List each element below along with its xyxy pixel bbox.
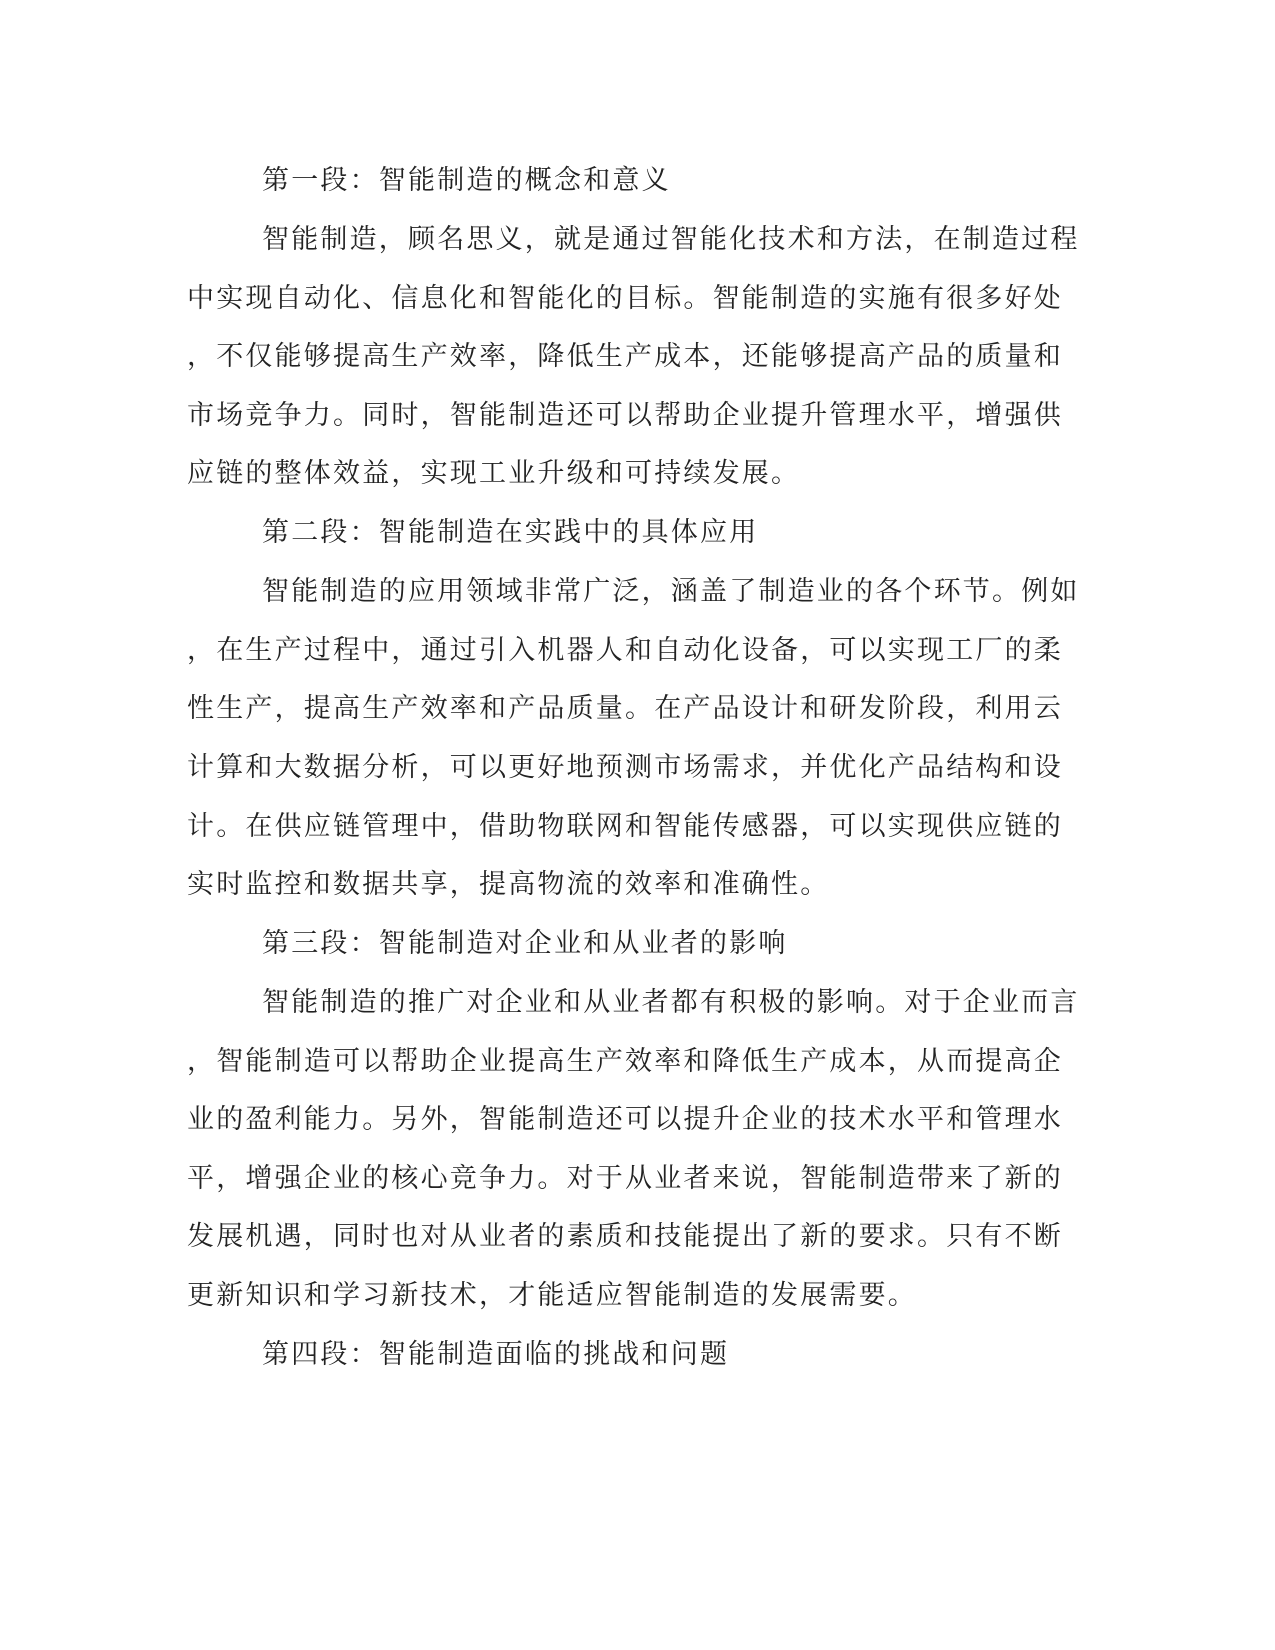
section-heading: 第三段：智能制造对企业和从业者的影响 — [262, 928, 788, 959]
paragraph-line: 发展机遇，同时也对从业者的素质和技能提出了新的要求。只有不断 — [187, 1221, 1063, 1252]
paragraph-line: 智能制造，顾名思义，就是通过智能化技术和方法，在制造过程 — [262, 224, 1080, 255]
paragraph-line: 应链的整体效益，实现工业升级和可持续发展。 — [187, 458, 801, 489]
paragraph-line: 市场竞争力。同时，智能制造还可以帮助企业提升管理水平，增强供 — [187, 400, 1063, 431]
section-heading: 第一段：智能制造的概念和意义 — [262, 165, 671, 196]
paragraph-line: ，智能制造可以帮助企业提高生产效率和降低生产成本，从而提高企 — [187, 1046, 1063, 1077]
section-heading: 第二段：智能制造在实践中的具体应用 — [262, 517, 759, 548]
paragraph-line: 平，增强企业的核心竞争力。对于从业者来说，智能制造带来了新的 — [187, 1163, 1063, 1194]
paragraph-line: 更新知识和学习新技术，才能适应智能制造的发展需要。 — [187, 1280, 917, 1311]
paragraph-line: 计算和大数据分析，可以更好地预测市场需求，并优化产品结构和设 — [187, 752, 1063, 783]
paragraph-line: 性生产，提高生产效率和产品质量。在产品设计和研发阶段，利用云 — [187, 693, 1063, 724]
paragraph-line: 计。在供应链管理中，借助物联网和智能传感器，可以实现供应链的 — [187, 811, 1063, 842]
paragraph-line: ，在生产过程中，通过引入机器人和自动化设备，可以实现工厂的柔 — [187, 635, 1063, 666]
paragraph-line: 智能制造的应用领域非常广泛，涵盖了制造业的各个环节。例如 — [262, 576, 1080, 607]
paragraph-line: 实时监控和数据共享，提高物流的效率和准确性。 — [187, 869, 830, 900]
paragraph-line: ，不仅能够提高生产效率，降低生产成本，还能够提高产品的质量和 — [187, 341, 1063, 372]
paragraph-line: 业的盈利能力。另外，智能制造还可以提升企业的技术水平和管理水 — [187, 1104, 1063, 1135]
section-heading: 第四段：智能制造面临的挑战和问题 — [262, 1339, 730, 1370]
paragraph-line: 智能制造的推广对企业和从业者都有积极的影响。对于企业而言 — [262, 987, 1080, 1018]
paragraph-line: 中实现自动化、信息化和智能化的目标。智能制造的实施有很多好处 — [187, 283, 1063, 314]
